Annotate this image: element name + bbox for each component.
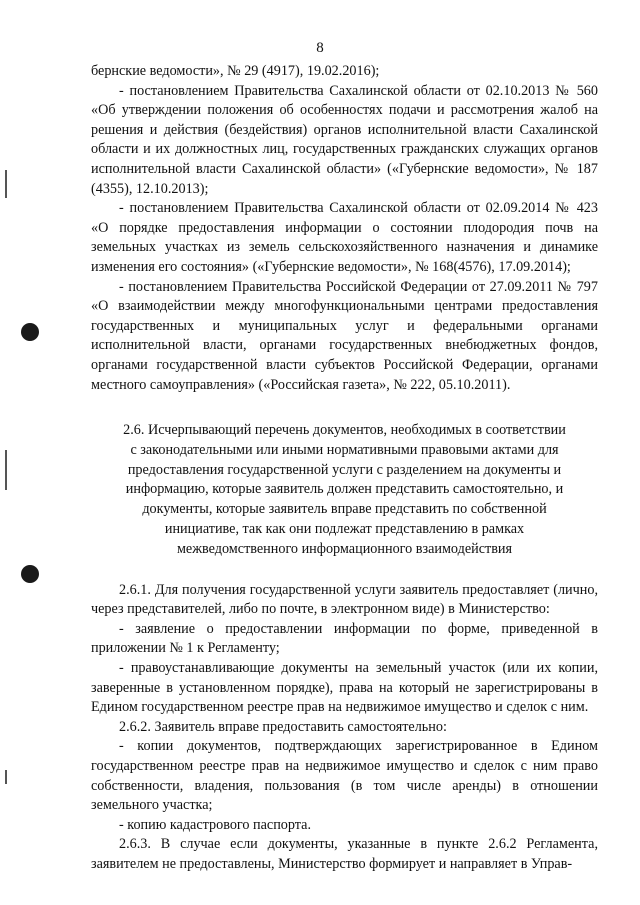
paragraph: - копию кадастрового паспорта. [119,816,312,833]
paragraph: - постановлением Правительства Российской Федерации от 27.09.2011 № 797 «О взаимодействии между многофункциональными центрами предоставления государственных и муниципальных услуг и федеральными органами исполнительной власти, органами государственных внебюджетных фондов, органами государственной власти субъектов Российской Федерации, органами местного самоуправления» («Российская газета», № 222, 05.10.2011). [91,278,598,393]
documents-list [91,581,598,875]
paragraph: - заявление о предоставлении информации по форме, приведенной в приложении № 1 к Регламенту; [91,620,598,657]
paragraph: 2.6.2. Заявитель вправе предоставить самостоятельно: [119,718,447,735]
document-body [91,62,598,875]
heading-line: с законодательными или иными нормативными правовыми актами для [130,441,559,458]
paragraph: 2.6.1. Для получения государственной услуги заявитель предоставляет (лично, через представителей, либо по почте, в электронном виде) в Министерство: [91,581,598,618]
heading-line: документы, которые заявитель вправе представить по собственной [142,501,547,518]
heading-line: межведомственного информационного взаимодействия [176,540,513,557]
scan-mark [5,170,7,198]
paragraph: - правоустанавливающие документы на земельный участок (или их копии, заверенные в установленном порядке), права на который не зарегистрированы в Едином государственном реестре прав на недвижимое имущество и сделок с ним. [91,660,598,716]
binder-hole-top [21,323,39,341]
paragraph: - постановлением Правительства Сахалинской области от 02.10.2013 № 560 «Об утверждении положения об особенностях подачи и рассмотрения жалоб на решения и действия (бездействия) органов исполнительной власти Сахалинской области и их должностных лиц, государственных гражданских служащих органов исполнительной власти Сахалинской области» («Губернские ведомости», № 187 (4355), 12.10.2013); [91,82,598,197]
scan-mark [5,450,7,490]
heading-line: 2.6. Исчерпывающий перечень документов, необходимых в соответствии [123,422,566,439]
heading-line: инициативе, так как они подлежат представлению в рамках [164,521,525,538]
heading-line: информацию, которые заявитель должен представить самостоятельно, и [125,481,564,498]
paragraph: - копии документов, подтверждающих зарегистрированное в Едином государственном реестре прав на недвижимое имущество и сделок с ним право собственности, владения, пользования (в том числе аренды) в отношении земельного участка; [91,738,598,814]
scan-mark [5,770,7,784]
page-number: 8 [316,40,324,56]
legal-acts-list [91,62,598,395]
binder-hole-bottom [21,565,39,583]
paragraph: 2.6.3. В случае если документы, указанные в пункте 2.6.2 Регламента, заявителем не предоставлены, Министерство формирует и направляет в Управ- [91,836,598,872]
paragraph: - постановлением Правительства Сахалинской области от 02.09.2014 № 423 «О порядке предоставления информации о состоянии плодородия почв на земельных участках из земель сельскохозяйственного назначения и динамике изменения его состояния» («Губернские ведомости», № 168(4576), 17.09.2014); [91,200,598,275]
paragraph: бернские ведомости», № 29 (4917), 19.02.2016); [91,63,380,79]
heading-line: предоставления государственной услуги с разделением на документы и [127,461,562,478]
section-heading [110,421,580,560]
